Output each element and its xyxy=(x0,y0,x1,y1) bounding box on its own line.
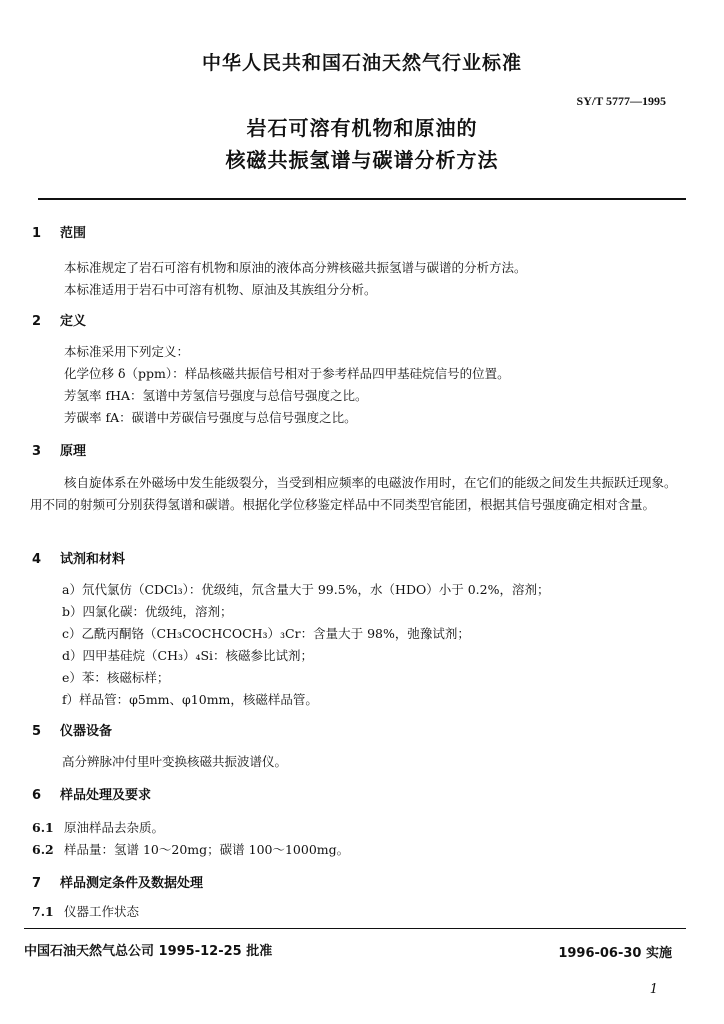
section-title: 试剂和材料 xyxy=(60,552,126,567)
section-3-para: 核自旋体系在外磁场中发生能级裂分，当受到相应频率的电磁波作用时，在它们的能级之间发生共振跃迁现象。用不同的射频可分别获得氢谱和碳谱。根据化学位移鉴定样品中不同类型官能团，根据其信号强度确定相对含量。 xyxy=(30,475,677,512)
header-rule xyxy=(38,198,686,200)
section-number: 5 xyxy=(32,724,42,739)
reagent-item-c: c）乙酰丙酮铬（CH₃COCHCOCH₃）₃Cr：含量大于 98%，弛豫试剂； xyxy=(62,626,470,641)
subsection-number: 7.1 xyxy=(32,904,54,919)
reagent-item-b: b）四氯化碳：优级纯，溶剂； xyxy=(62,604,233,619)
page-number: 1 xyxy=(649,982,658,997)
section-6-heading xyxy=(32,784,151,803)
section-2-heading xyxy=(32,310,86,329)
subsection-number: 6.1 xyxy=(32,820,54,835)
section-title: 仪器设备 xyxy=(60,724,113,739)
subsection-6-1 xyxy=(32,818,164,838)
section-2-para-1: 本标准采用下列定义： xyxy=(64,344,190,359)
section-number: 6 xyxy=(32,788,42,803)
issuing-authority: 中华人民共和国石油天然气行业标准 xyxy=(201,52,522,74)
section-2-para-3: 芳氢率 fHA：氢谱中芳氢信号强度与总信号强度之比。 xyxy=(64,388,368,403)
subsection-text: 样品量：氢谱 10～20mg；碳谱 100～1000mg。 xyxy=(64,842,350,857)
subsection-6-2 xyxy=(32,840,349,860)
section-3-heading xyxy=(32,440,86,459)
section-7-heading xyxy=(32,872,203,891)
section-5-para: 高分辨脉冲付里叶变换核磁共振波谱仪。 xyxy=(62,754,288,769)
reagent-item-e: e）苯：核磁标样； xyxy=(62,670,170,685)
reagent-item-d: d）四甲基硅烷（CH₃）₄Si：核磁参比试剂； xyxy=(62,648,314,663)
subsection-number: 6.2 xyxy=(32,842,54,857)
implementation-date: 1996-06-30 实施 xyxy=(558,946,672,961)
standard-code: SY/T 5777—1995 xyxy=(576,94,666,108)
section-1-heading xyxy=(32,222,86,241)
reagent-item-f: f）样品管：φ5mm、φ10mm，核磁样品管。 xyxy=(62,692,318,707)
reagent-item-a: a）氘代氯仿（CDCl₃）：优级纯，氘含量大于 99.5%，水（HDO）小于 0.2%，溶剂； xyxy=(62,582,550,597)
subsection-7-1 xyxy=(32,902,139,922)
doc-title-line2: 核磁共振氢谱与碳谱分析方法 xyxy=(225,148,499,172)
section-number: 3 xyxy=(32,444,42,459)
section-title: 样品测定条件及数据处理 xyxy=(60,876,204,891)
footer-rule xyxy=(24,928,686,929)
section-number: 2 xyxy=(32,314,42,329)
doc-title-line1: 岩石可溶有机物和原油的 xyxy=(246,116,478,140)
section-2-para-4: 芳碳率 fA：碳谱中芳碳信号强度与总信号强度之比。 xyxy=(64,410,357,425)
section-title: 定义 xyxy=(60,314,87,329)
section-4-heading xyxy=(32,548,125,567)
section-number: 7 xyxy=(32,876,42,891)
section-number: 4 xyxy=(32,552,42,567)
subsection-text: 仪器工作状态 xyxy=(64,904,140,919)
section-2-para-2: 化学位移 δ（ppm）：样品核磁共振信号相对于参考样品四甲基硅烷信号的位置。 xyxy=(64,366,510,381)
section-title: 范围 xyxy=(60,226,87,241)
section-title: 原理 xyxy=(60,444,87,459)
subsection-text: 原油样品去杂质。 xyxy=(64,820,165,835)
section-1-para-2: 本标准适用于岩石中可溶有机物、原油及其族组分分析。 xyxy=(64,282,377,297)
approval-info: 中国石油天然气总公司 1995-12-25 批准 xyxy=(24,944,273,959)
section-1-para-1: 本标准规定了岩石可溶有机物和原油的液体高分辨核磁共振氢谱与碳谱的分析方法。 xyxy=(64,260,527,275)
section-title: 样品处理及要求 xyxy=(60,788,152,803)
section-5-heading xyxy=(32,720,112,739)
section-number: 1 xyxy=(32,226,42,241)
